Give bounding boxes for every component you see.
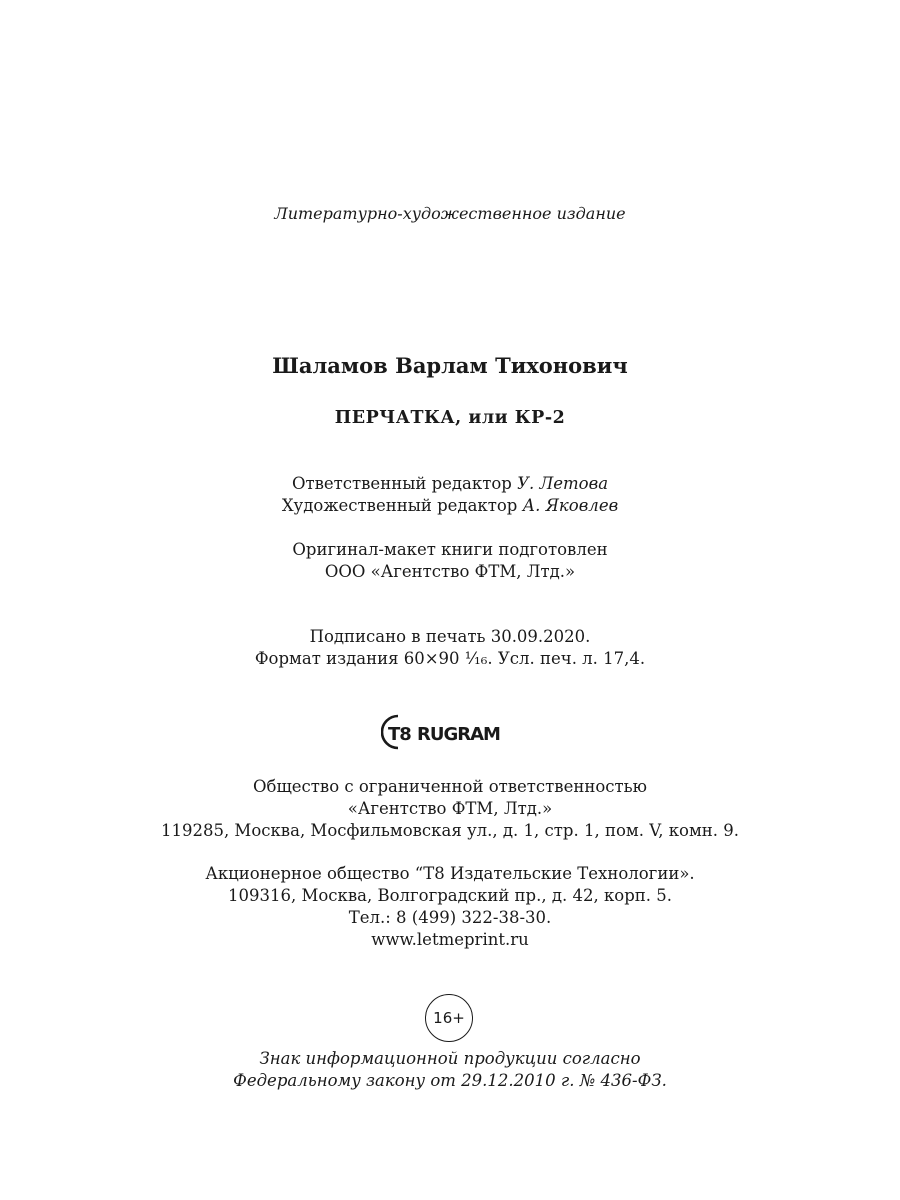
publisher-line-2: «Агентство ФТМ, Лтд.» [347,799,553,818]
publisher-line-1: Общество с ограниченной ответственностью [252,777,648,796]
rugram-logo-icon [381,712,521,752]
rugram-logo [381,712,521,752]
edition-type: Литературно-художественное издание [274,204,626,223]
printer-line-1: Акционерное общество “Т8 Издательские Технологии». [205,864,695,883]
printer-phone: Тел.: 8 (499) 322-38-30. [348,908,552,927]
book-title: ПЕРЧАТКА, или КР-2 [334,408,566,428]
printer-website: www.letmeprint.ru [371,930,529,949]
responsible-editor-name: У. Летова [517,474,609,493]
art-editor [0,495,900,517]
art-editor-name: А. Яковлев [522,496,619,515]
print-format: Формат издания 60×90 ¹⁄₁₆. Усл. печ. л. 17,4. [254,649,646,668]
author-name: Шаламов Варлам Тихонович [272,353,628,378]
age-rating-badge: 16+ [425,994,473,1042]
layout-credit-line-1: Оригинал-макет книги подготовлен [292,540,608,559]
responsible-editor [0,473,900,495]
layout-credit-line-2: ООО «Агентство ФТМ, Лтд.» [324,562,576,581]
art-editor-label: Художественный редактор [281,496,518,515]
publisher-address: 119285, Москва, Мосфильмовская ул., д. 1, стр. 1, пом. V, комн. 9. [160,821,740,840]
logo-mark: T8 [388,724,411,745]
responsible-editor-label: Ответственный редактор [291,474,512,493]
print-signed-date: Подписано в печать 30.09.2020. [309,627,591,646]
printer-address: 109316, Москва, Волгоградский пр., д. 42, корп. 5. [227,886,673,905]
law-notice-line-2: Федеральному закону от 29.12.2010 г. № 436-ФЗ. [233,1071,667,1090]
law-notice-line-1: Знак информационной продукции согласно [259,1049,641,1068]
logo-name: RUGRAM [417,724,500,745]
